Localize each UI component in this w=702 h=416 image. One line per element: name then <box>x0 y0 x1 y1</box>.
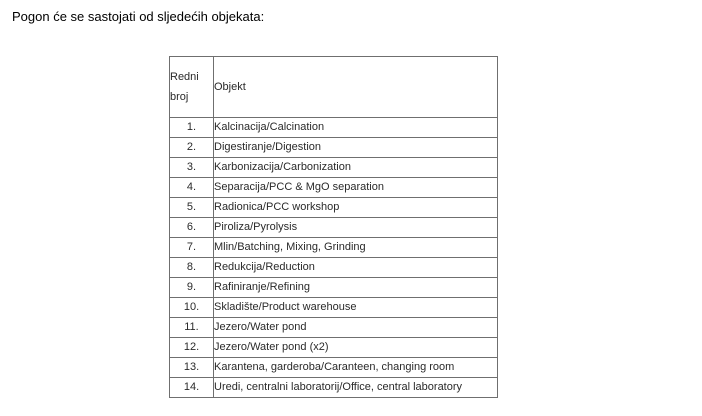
table-row <box>170 118 498 138</box>
row-number: 1. <box>170 118 214 138</box>
row-number: 14. <box>170 378 214 398</box>
row-object: Kalcinacija/Calcination <box>214 118 498 138</box>
row-number: 4. <box>170 178 214 198</box>
table-row <box>170 358 498 378</box>
table-header-row <box>170 57 498 118</box>
row-object: Jezero/Water pond (x2) <box>214 338 498 358</box>
row-object: Jezero/Water pond <box>214 318 498 338</box>
table-row <box>170 218 498 238</box>
row-object: Karantena, garderoba/Caranteen, changing room <box>214 358 498 378</box>
table-row <box>170 298 498 318</box>
row-number: 10. <box>170 298 214 318</box>
row-object: Uredi, centralni laboratorij/Office, central laboratory <box>214 378 498 398</box>
table-row <box>170 238 498 258</box>
header-number-line1: Redni <box>170 71 199 83</box>
table-row <box>170 158 498 178</box>
row-object: Rafiniranje/Refining <box>214 278 498 298</box>
row-object: Separacija/PCC & MgO separation <box>214 178 498 198</box>
table-row <box>170 338 498 358</box>
intro-text: Pogon će se sastojati od sljedećih objekata: <box>12 9 265 24</box>
row-object: Skladište/Product warehouse <box>214 298 498 318</box>
row-number: 3. <box>170 158 214 178</box>
row-object: Piroliza/Pyrolysis <box>214 218 498 238</box>
row-object: Karbonizacija/Carbonization <box>214 158 498 178</box>
row-object: Redukcija/Reduction <box>214 258 498 278</box>
row-number: 5. <box>170 198 214 218</box>
header-object: Objekt <box>214 57 498 118</box>
row-number: 2. <box>170 138 214 158</box>
row-object: Radionica/PCC workshop <box>214 198 498 218</box>
objects-table <box>169 56 498 398</box>
table-row <box>170 378 498 398</box>
header-number-line2: broj <box>170 91 189 103</box>
row-number: 12. <box>170 338 214 358</box>
row-number: 8. <box>170 258 214 278</box>
table-row <box>170 278 498 298</box>
table-row <box>170 318 498 338</box>
row-number: 11. <box>170 318 214 338</box>
table-row <box>170 258 498 278</box>
table-row <box>170 178 498 198</box>
row-number: 13. <box>170 358 214 378</box>
row-object: Mlin/Batching, Mixing, Grinding <box>214 238 498 258</box>
row-number: 9. <box>170 278 214 298</box>
header-number <box>170 57 214 118</box>
table-row <box>170 198 498 218</box>
row-object: Digestiranje/Digestion <box>214 138 498 158</box>
table-row <box>170 138 498 158</box>
row-number: 6. <box>170 218 214 238</box>
row-number: 7. <box>170 238 214 258</box>
